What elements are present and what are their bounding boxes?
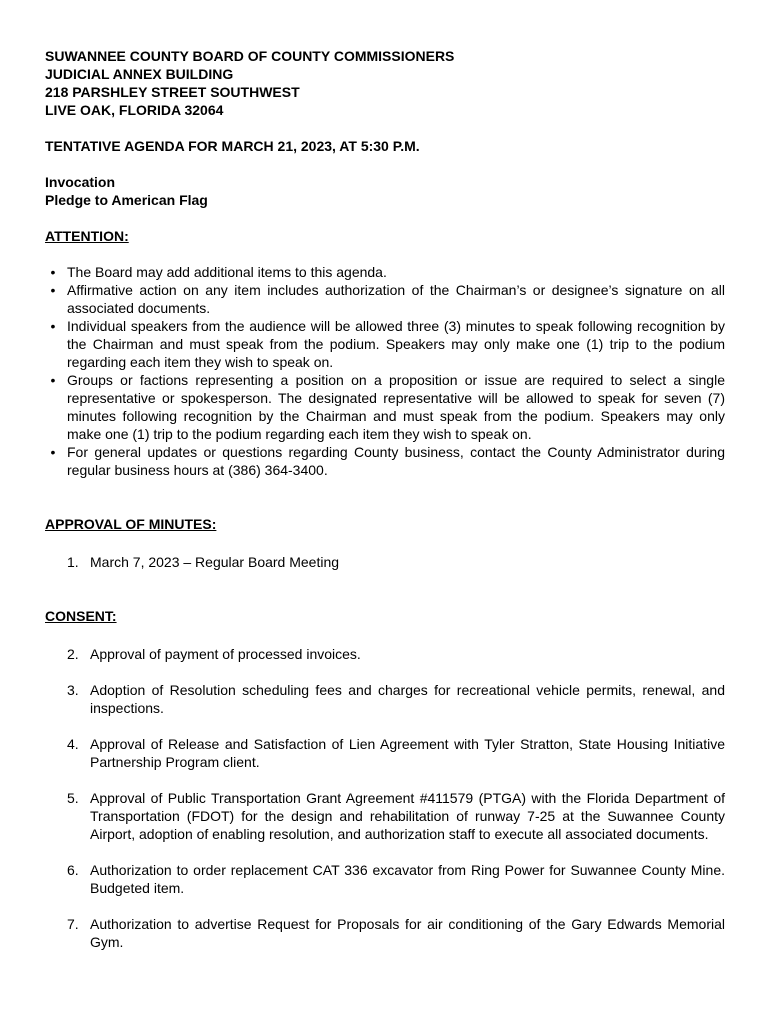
org-name: SUWANNEE COUNTY BOARD OF COUNTY COMMISSIONERS	[45, 48, 455, 64]
bullet-icon: •	[50, 264, 56, 280]
list-item: 4. Approval of Release and Satisfaction of Lien Agreement with Tyler Stratton, State Housing Initiative Partnership Program client.	[67, 736, 725, 770]
consent-heading: CONSENT:	[45, 608, 117, 624]
attention-heading: ATTENTION:	[45, 228, 129, 244]
bullet-icon: •	[50, 372, 56, 388]
list-item: 2. Approval of payment of processed invoices.	[67, 646, 361, 662]
list-item: 6. Authorization to order replacement CAT 336 excavator from Ring Power for Suwannee County Mine. Budgeted item.	[67, 862, 725, 896]
consent-list	[45, 645, 725, 951]
list-item: 5. Approval of Public Transportation Grant Agreement #411579 (PTGA) with the Florida Department of Transportation (FDOT) for the design and rehabilitation of runway 7-25 at the Suwannee County Airport, adoption of enabling resolution, and authorization staff to execute all associated documents.	[67, 790, 725, 842]
street-address: 218 PARSHLEY STREET SOUTHWEST	[45, 84, 300, 100]
invocation: Invocation	[45, 174, 116, 190]
agenda-content	[45, 47, 725, 951]
city-state-zip: LIVE OAK, FLORIDA 32064	[45, 102, 224, 118]
bullet-icon: •	[50, 318, 56, 334]
list-item: • Individual speakers from the audience will be allowed three (3) minutes to speak following recognition by the Chairman and must speak from the podium. Speakers may only make one (1) trip to the podium regarding each item they wish to speak on.	[45, 317, 725, 371]
list-item: 1. March 7, 2023 – Regular Board Meeting	[67, 554, 340, 570]
list-item: • The Board may add additional items to this agenda.	[45, 263, 725, 281]
list-item: 3. Adoption of Resolution scheduling fees and charges for recreational vehicle permits, renewal, and inspections.	[67, 682, 725, 716]
approval-of-minutes-heading: APPROVAL OF MINUTES:	[45, 516, 217, 532]
bullet-icon: •	[50, 444, 56, 460]
list-item: • For general updates or questions regarding County business, contact the County Administrator during regular business hours at (386) 364-3400.	[45, 443, 725, 479]
letterhead	[45, 47, 725, 119]
agenda-title: TENTATIVE AGENDA FOR MARCH 21, 2023, AT 5:30 P.M.	[45, 138, 420, 154]
list-item: • Groups or factions representing a position on a proposition or issue are required to select a single representative or spokesperson. The designated representative will be allowed to speak for seven (7) minutes following recognition by the Chairman and must speak from the podium. Speakers may only make one (1) trip to the podium regarding each item they wish to speak on.	[45, 371, 725, 443]
list-item: • Affirmative action on any item includes authorization of the Chairman’s or designee’s signature on all associated documents.	[45, 281, 725, 317]
building-name: JUDICIAL ANNEX BUILDING	[45, 66, 234, 82]
bullet-icon: •	[50, 282, 56, 298]
minutes-list	[45, 553, 725, 571]
pledge: Pledge to American Flag	[45, 192, 208, 208]
list-item: 7. Authorization to advertise Request for Proposals for air conditioning of the Gary Edwards Memorial Gym.	[67, 916, 725, 950]
attention-list	[45, 263, 725, 479]
